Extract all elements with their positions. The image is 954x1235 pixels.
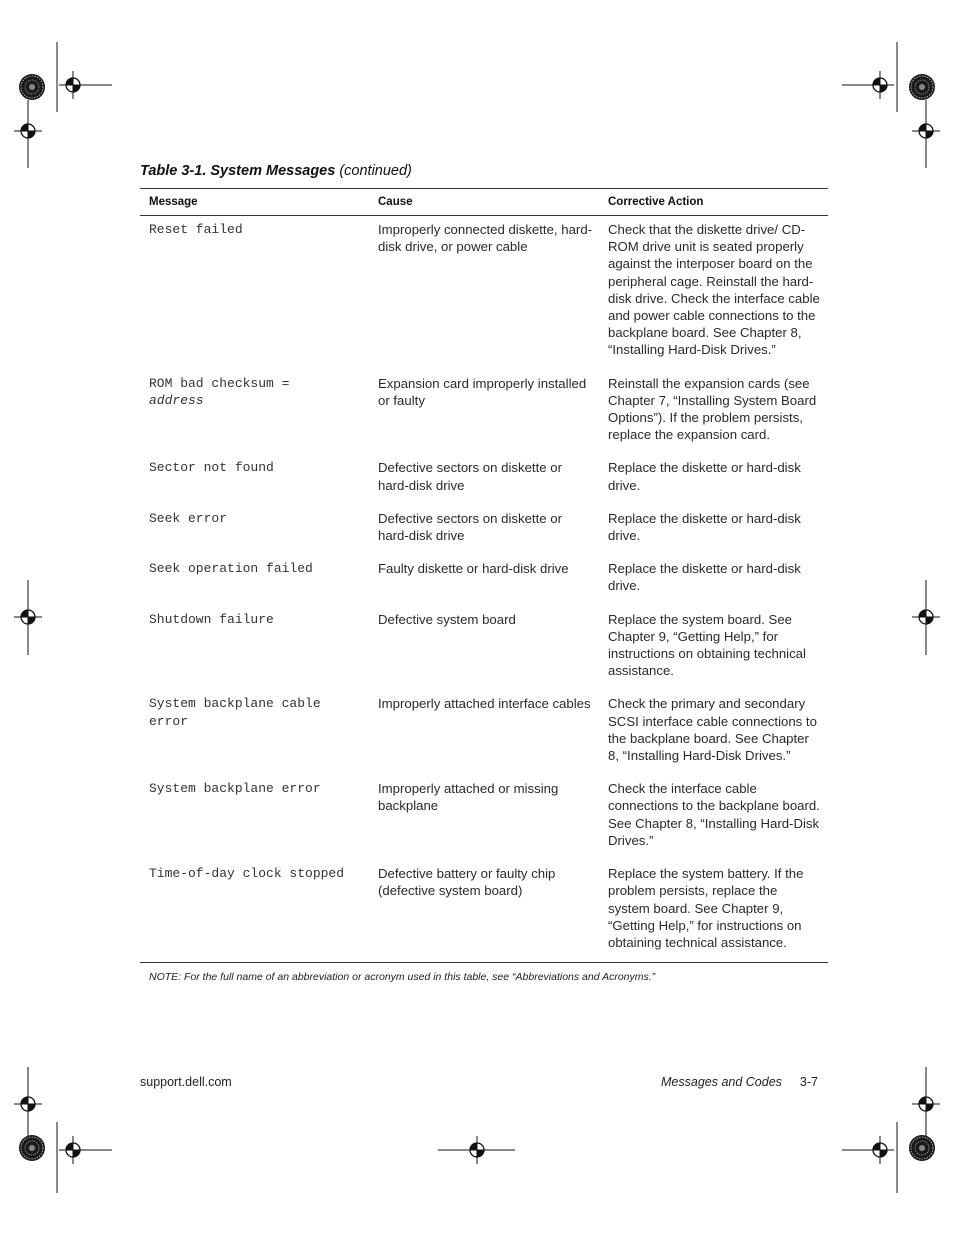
message-text: ROM bad checksum = <box>149 375 290 391</box>
message-cell <box>140 555 369 605</box>
cause-cell: Defective sectors on diskette or hard-disk drive <box>378 510 562 544</box>
message-text: System backplane cable error <box>149 696 321 729</box>
action-cell: Check the interface cable connections to the backplane board. See Chapter 8, “Installing Hard-Disk Drives.” <box>608 781 820 848</box>
table-row <box>140 370 828 455</box>
table-caption-continued: (continued) <box>339 163 412 179</box>
cause-cell: Defective sectors on diskette or hard-disk drive <box>378 460 562 493</box>
cause-cell: Defective battery or faulty chip (defective system board) <box>378 866 556 899</box>
cause-cell: Improperly attached interface cables <box>378 696 591 712</box>
action-cell: Check that the diskette drive/ CD-ROM drive unit is seated properly against the interposer board on the peripheral cage. Reinstall the hard-disk drive. Check the interface cable and power cable connections to the backplane board. See Chapter 8, “Installing Hard-Disk Drives.” <box>608 222 820 358</box>
message-cell <box>140 370 369 455</box>
table-row <box>140 555 828 605</box>
message-cell <box>140 860 369 963</box>
table-caption-label: Table 3-1. System Messages <box>140 163 336 179</box>
cause-cell: Faulty diskette or hard-disk drive <box>378 561 569 577</box>
table-row <box>140 505 828 555</box>
table-header-row <box>140 189 828 216</box>
table-caption <box>140 163 412 179</box>
action-cell: Replace the diskette or hard-disk drive. <box>608 460 801 493</box>
action-cell: Replace the diskette or hard-disk drive. <box>608 510 801 544</box>
table-row <box>140 775 828 860</box>
cause-cell: Expansion card improperly installed or faulty <box>378 375 587 408</box>
cause-cell: Improperly attached or missing backplane <box>378 781 559 814</box>
message-cell <box>140 606 369 691</box>
system-messages-table <box>140 188 828 963</box>
footer-website: support.dell.com <box>140 1075 232 1089</box>
message-cell <box>140 775 369 860</box>
footer-page-info <box>661 1075 818 1089</box>
action-cell: Replace the system battery. If the problem persists, replace the system board. See Chapter 9, “Getting Help,” for instructions on obtaining technical assistance. <box>608 866 804 950</box>
message-variable: address <box>149 392 204 408</box>
table-row <box>140 454 828 504</box>
header-message: Message <box>149 196 198 208</box>
cause-cell: Defective system board <box>378 611 516 627</box>
message-text: Time-of-day clock stopped <box>149 866 345 882</box>
message-text: Shutdown failure <box>149 611 274 627</box>
table-note: NOTE: For the full name of an abbreviation or acronym used in this table, see “Abbreviations and Acronyms.” <box>149 971 656 983</box>
action-cell: Check the primary and secondary SCSI interface cable connections to the backplane board. See Chapter 8, “Installing Hard-Disk Drives.” <box>608 696 817 764</box>
table-row <box>140 860 828 963</box>
message-cell <box>140 454 369 504</box>
message-text: System backplane error <box>149 781 321 797</box>
page-number: 3-7 <box>799 1075 818 1089</box>
action-cell: Reinstall the expansion cards (see Chapter 7, “Installing System Board Options”). If the problem persists, replace the expansion card. <box>608 375 817 443</box>
message-cell <box>140 505 369 555</box>
table-row <box>140 216 828 370</box>
message-text: Sector not found <box>149 460 274 476</box>
header-corrective-action: Corrective Action <box>608 196 704 208</box>
message-text: Seek operation failed <box>149 561 313 577</box>
footer-section-title: Messages and Codes <box>661 1075 782 1089</box>
header-cause: Cause <box>378 196 413 208</box>
message-cell <box>140 216 369 370</box>
action-cell: Replace the system board. See Chapter 9, “Getting Help,” for instructions on obtaining technical assistance. <box>608 611 806 679</box>
table-row <box>140 690 828 775</box>
action-cell: Replace the diskette or hard-disk drive. <box>608 561 801 594</box>
table-row <box>140 606 828 691</box>
cause-cell: Improperly connected diskette, hard-disk drive, or power cable <box>378 222 593 255</box>
message-cell <box>140 690 369 775</box>
message-text: Reset failed <box>149 222 243 237</box>
message-text: Seek error <box>149 510 228 526</box>
